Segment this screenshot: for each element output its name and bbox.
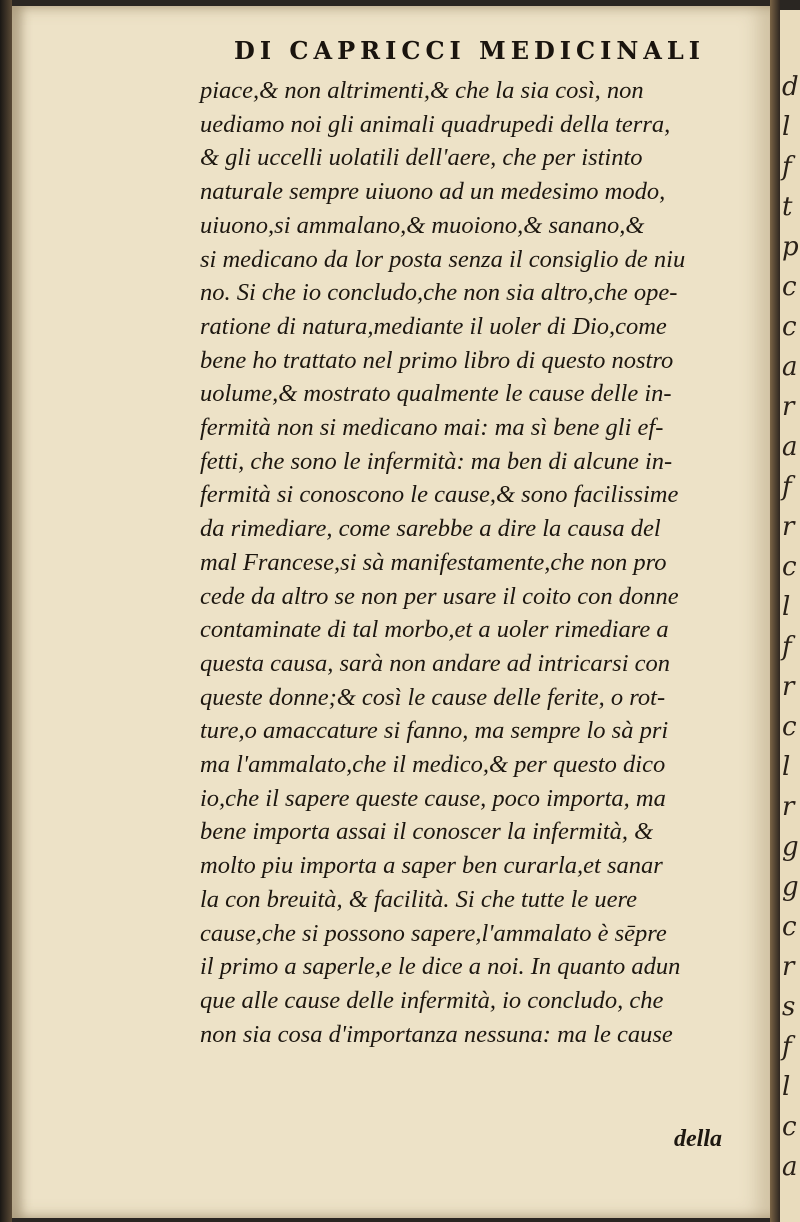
text-line: cause,che si possono sapere,l'ammalato è sēpre — [200, 919, 667, 947]
text-line: molto piu importa a saper ben curarla,et sanar — [200, 852, 663, 880]
body-text — [200, 74, 765, 1051]
facing-page-char: c — [782, 712, 797, 742]
text-line: si medicano da lor posta senza il consiglio de niu — [200, 245, 686, 273]
facing-page-char: l — [782, 752, 791, 782]
text-line: uiuono,si ammalano,& muoiono,& sanano,& — [200, 211, 645, 239]
text-line: da rimediare, come sarebbe a dire la causa del — [200, 515, 661, 543]
facing-page-char: a — [782, 352, 798, 382]
book-page — [12, 6, 770, 1218]
facing-page-char: r — [782, 672, 795, 702]
running-head: DI CAPRICCI MEDICINALI — [234, 36, 706, 65]
facing-page-char: l — [782, 592, 791, 622]
text-line: ture,o amaccature si fanno, ma sempre lo sà pri — [200, 717, 669, 745]
text-line: fermità non si medicano mai: ma sì bene gli ef- — [200, 414, 664, 442]
facing-page-char: c — [782, 272, 797, 302]
text-line: fetti, che sono le infermità: ma ben di alcune in- — [200, 447, 673, 475]
facing-page-char: l — [782, 1072, 791, 1102]
facing-page-char: t — [782, 192, 793, 222]
text-line: fermità si conoscono le cause,& sono facilissime — [200, 481, 679, 509]
facing-page-char: g — [782, 832, 799, 862]
facing-page-char: c — [782, 312, 797, 342]
book-binding-left — [0, 0, 12, 1222]
text-line: naturale sempre uiuono ad un medesimo modo, — [200, 178, 666, 206]
facing-page-char: r — [782, 512, 795, 542]
text-line: io,che il sapere queste cause, poco importa, ma — [200, 784, 666, 812]
facing-page-char: a — [782, 432, 798, 462]
facing-page-char: f — [782, 472, 792, 502]
facing-page-char: f — [782, 632, 792, 662]
text-line: bene importa assai il conoscer la infermità, & — [200, 818, 654, 846]
text-line: no. Si che io concludo,che non sia altro,che ope- — [200, 279, 678, 307]
facing-page-char: g — [782, 872, 799, 902]
facing-page-char: c — [782, 1112, 797, 1142]
text-line: que alle cause delle infermità, io concludo, che — [200, 986, 664, 1014]
text-line: questa causa, sarà non andare ad intricarsi con — [200, 649, 671, 677]
facing-page-char: r — [782, 952, 795, 982]
text-line: ma l'ammalato,che il medico,& per questo dico — [200, 751, 666, 779]
text-line: contaminate di tal morbo,et a uoler rimediare a — [200, 616, 669, 644]
facing-page-char: r — [782, 392, 795, 422]
text-line: il primo a saperle,e le dice a noi. In quanto adun — [200, 953, 681, 981]
facing-page-char: d — [782, 72, 799, 102]
facing-page-char: a — [782, 1152, 798, 1182]
text-line: uolume,& mostrato qualmente le cause delle in- — [200, 380, 672, 408]
facing-page-char: f — [782, 152, 792, 182]
text-line: & gli uccelli uolatili dell'aere, che per istinto — [200, 144, 643, 172]
text-line: cede da altro se non per usare il coito con donne — [200, 582, 679, 610]
book-gutter — [770, 0, 780, 1222]
catchword: della — [674, 1126, 722, 1152]
facing-page-edge — [780, 10, 800, 1222]
text-line: piace,& non altrimenti,& che la sia così, non — [200, 77, 644, 104]
facing-page-char: l — [782, 112, 791, 142]
facing-page-char: p — [782, 232, 799, 262]
facing-page-char: s — [782, 992, 796, 1022]
facing-page-char: r — [782, 792, 795, 822]
text-line: queste donne;& così le cause delle ferite, o rot- — [200, 683, 666, 711]
facing-page-char: c — [782, 552, 797, 582]
text-line: bene ho trattato nel primo libro di questo nostro — [200, 346, 674, 374]
text-line: la con breuità, & facilità. Si che tutte le uere — [200, 885, 638, 913]
facing-page-char: f — [782, 1032, 792, 1062]
text-line: mal Francese,si sà manifestamente,che non pro — [200, 548, 667, 576]
facing-page-char: c — [782, 912, 797, 942]
text-line: uediamo noi gli animali quadrupedi della terra, — [200, 110, 671, 138]
text-line: ratione di natura,mediante il uoler di Dio,come — [200, 312, 667, 340]
text-line: non sia cosa d'importanza nessuna: ma le cause — [200, 1020, 673, 1048]
